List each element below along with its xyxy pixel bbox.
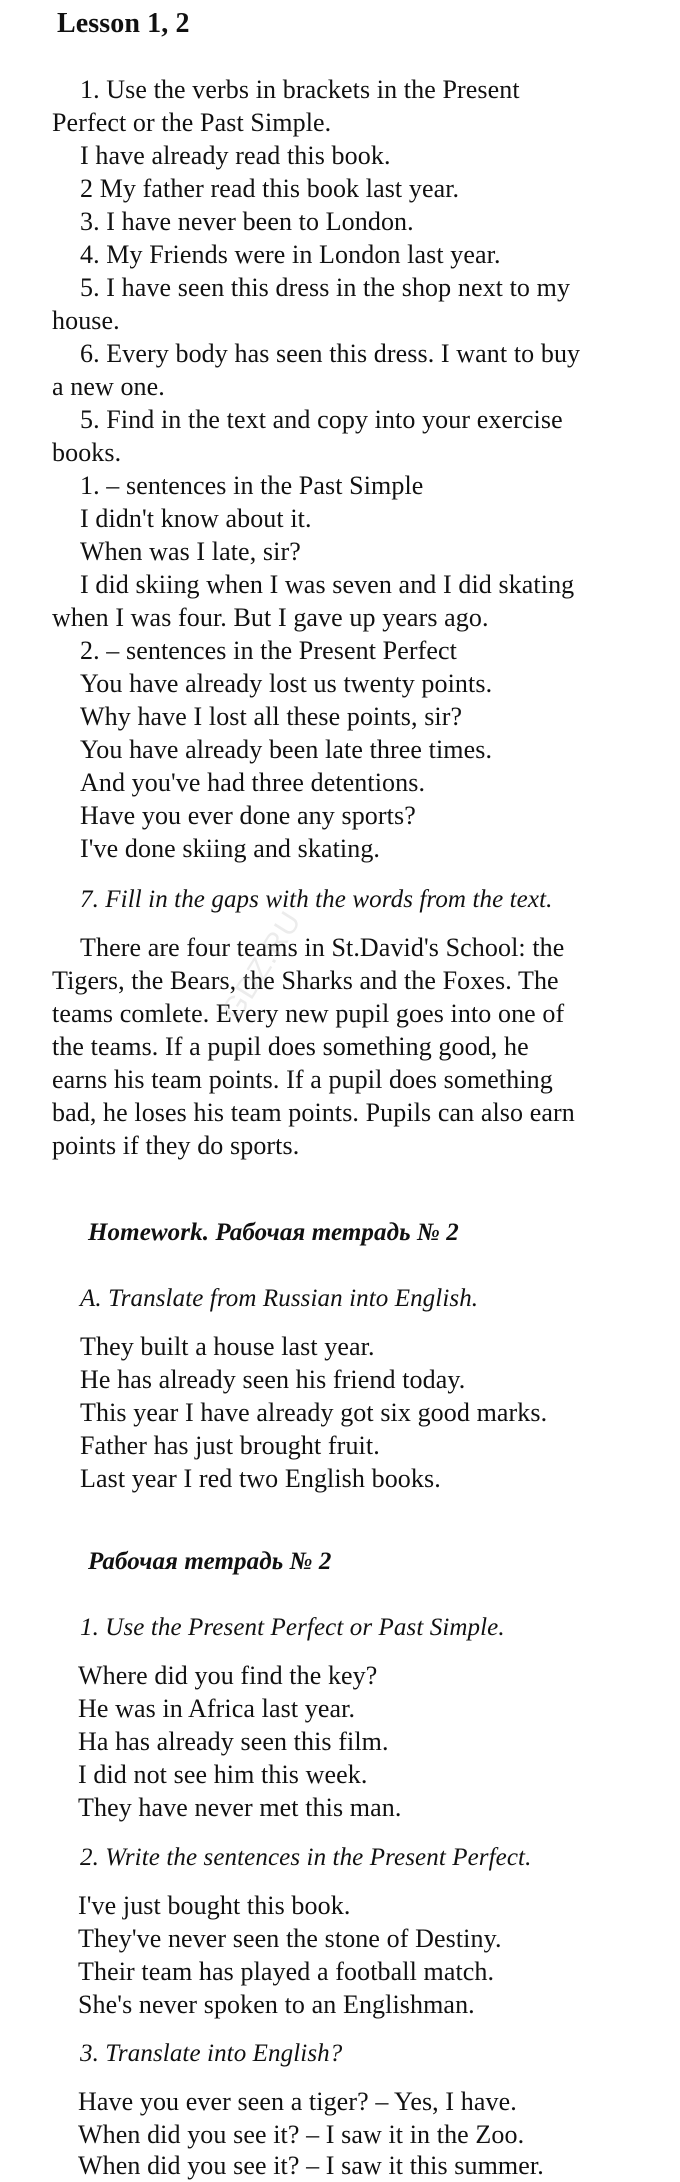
answer-line: This year I have already got six good marks. (80, 1398, 548, 1427)
answer-line: when I was four. But I gave up years ago. (52, 603, 489, 632)
workbook-exercise-1-instruction: 1. Use the Present Perfect or Past Simple. (80, 1614, 505, 1641)
paragraph-line: teams comlete. Every new pupil goes into one of (52, 999, 565, 1028)
answer-line: When was I late, sir? (80, 537, 301, 566)
subheading-present-perfect: 2. – sentences in the Present Perfect (80, 636, 457, 665)
answer-line: Have you ever seen a tiger? – Yes, I have. (78, 2087, 517, 2116)
answer-line: 3. I have never been to London. (80, 207, 414, 236)
paragraph-line: points if they do sports. (52, 1131, 300, 1160)
answer-line: He was in Africa last year. (78, 1694, 356, 1723)
exercise-5-instruction-cont: books. (52, 438, 122, 467)
answer-line: I did skiing when I was seven and I did skating (80, 570, 575, 599)
subheading-past-simple: 1. – sentences in the Past Simple (80, 471, 424, 500)
homework-heading: Homework. Рабочая тетрадь № 2 (88, 1219, 459, 1246)
answer-line: Have you ever done any sports? (80, 801, 416, 830)
answer-line: 2 My father read this book last year. (80, 174, 460, 203)
answer-line: They have never met this man. (78, 1793, 402, 1822)
answer-line: You have already been late three times. (80, 735, 493, 764)
answer-line: They've never seen the stone of Destiny. (78, 1924, 502, 1953)
answer-line: And you've had three detentions. (80, 768, 426, 797)
answer-line: You have already lost us twenty points. (80, 669, 493, 698)
answer-line: I didn't know about it. (80, 504, 312, 533)
answer-line: I've done skiing and skating. (80, 834, 381, 863)
answer-line: 5. I have seen this dress in the shop next to my (80, 273, 571, 302)
answer-line: They built a house last year. (80, 1332, 375, 1361)
answer-line: Their team has played a football match. (78, 1957, 495, 1986)
answer-line: 6. Every body has seen this dress. I want to buy (80, 339, 581, 368)
answer-line: Last year I red two English books. (80, 1464, 441, 1493)
workbook-exercise-2-instruction: 2. Write the sentences in the Present Perfect. (80, 1844, 532, 1871)
page-title: Lesson 1, 2 (57, 8, 190, 39)
paragraph-line: the teams. If a pupil does something good, he (52, 1032, 529, 1061)
answer-line: house. (52, 306, 120, 335)
workbook-exercise-3-instruction: 3. Translate into English? (80, 2040, 343, 2067)
paragraph-line: Tigers, the Bears, the Sharks and the Foxes. The (52, 966, 559, 995)
answer-line: a new one. (52, 372, 165, 401)
paragraph-line: bad, he loses his team points. Pupils can also earn (52, 1098, 575, 1127)
answer-line: Why have I lost all these points, sir? (80, 702, 463, 731)
answer-line: I have already read this book. (80, 141, 391, 170)
exercise-7-instruction: 7. Fill in the gaps with the words from the text. (80, 886, 553, 913)
homework-instruction-a: A. Translate from Russian into English. (80, 1285, 479, 1312)
answer-line: I've just bought this book. (78, 1891, 351, 1920)
workbook-heading: Рабочая тетрадь № 2 (88, 1548, 332, 1575)
watermark: GDZ.RU (216, 905, 309, 1026)
answer-line: She's never spoken to an Englishman. (78, 1990, 475, 2019)
answer-line: When did you see it? – I saw it this summer. (78, 2151, 544, 2180)
answer-line: Where did you find the key? (78, 1661, 378, 1690)
answer-line: I did not see him this week. (78, 1760, 368, 1789)
exercise-1-instruction-cont: Perfect or the Past Simple. (52, 108, 332, 137)
exercise-5-instruction: 5. Find in the text and copy into your exercise (80, 405, 563, 434)
paragraph-line: earns his team points. If a pupil does something (52, 1065, 553, 1094)
answer-line: Ha has already seen this film. (78, 1727, 389, 1756)
answer-line: 4. My Friends were in London last year. (80, 240, 501, 269)
answer-line: Father has just brought fruit. (80, 1431, 380, 1460)
paragraph-line: There are four teams in St.David's School: the (80, 933, 565, 962)
exercise-1-instruction: 1. Use the verbs in brackets in the Present (80, 75, 520, 104)
answer-line: When did you see it? – I saw it in the Zoo. (78, 2120, 525, 2149)
answer-line: He has already seen his friend today. (80, 1365, 466, 1394)
